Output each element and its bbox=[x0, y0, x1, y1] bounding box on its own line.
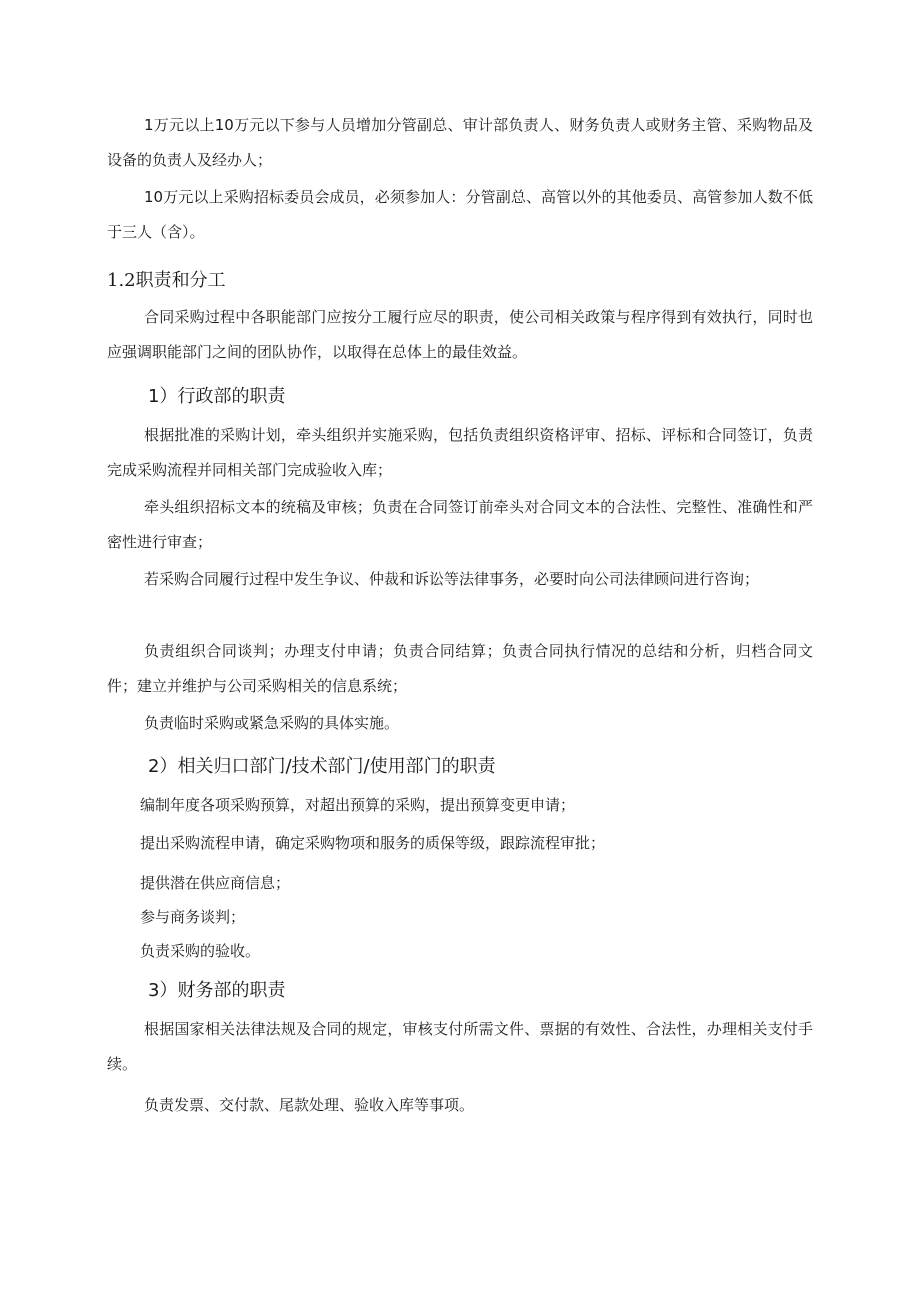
subsection-heading-related-departments: 2）相关归口部门/技术部门/使用部门的职责 bbox=[148, 756, 496, 777]
admin-duty-paragraph: 若采购合同履行过程中发生争议、仲裁和诉讼等法律事务，必要时向公司法律顾问进行咨询； bbox=[144, 570, 760, 588]
finance-duty-paragraph: 负责发票、交付款、尾款处理、验收入库等事项。 bbox=[144, 1096, 475, 1114]
admin-duty-paragraph: 牵头组织招标文本的统稿及审核；负责在合同签订前牵头对合同文本的合法性、完整性、准确性和严密性进行审查； bbox=[107, 498, 813, 551]
admin-duty-paragraph: 负责临时采购或紧急采购的具体实施。 bbox=[144, 714, 400, 732]
section-1-2-paragraph: 合同采购过程中各职能部门应按分工履行应尽的职责，使公司相关政策与程序得到有效执行，同时也应强调职能部门之间的团队协作，以取得在总体上的最佳效益。 bbox=[107, 308, 813, 361]
related-dept-duty-paragraph: 负责采购的验收。 bbox=[140, 942, 261, 960]
finance-duty-paragraph: 根据国家相关法律法规及合同的规定，审核支付所需文件、票据的有效性、合法性，办理相关支付手续。 bbox=[107, 1020, 813, 1073]
intro-paragraph-2: 10万元以上采购招标委员会成员，必须参加人：分管副总、高管以外的其他委员、高管参加人数不低于三人（含）。 bbox=[107, 188, 813, 241]
subsection-heading-finance: 3）财务部的职责 bbox=[148, 980, 286, 1001]
section-heading-1-2: 1.2职责和分工 bbox=[107, 270, 226, 291]
admin-duty-paragraph: 负责组织合同谈判；办理支付申请；负责合同结算；负责合同执行情况的总结和分析，归档合同文件；建立并维护与公司采购相关的信息系统； bbox=[107, 642, 813, 695]
intro-paragraph-1: 1万元以上10万元以下参与人员增加分管副总、审计部负责人、财务负责人或财务主管、采购物品及设备的负责人及经办人； bbox=[107, 116, 813, 169]
related-dept-duty-paragraph: 提出采购流程申请，确定采购物项和服务的质保等级，跟踪流程审批； bbox=[140, 834, 606, 852]
related-dept-duty-paragraph: 提供潜在供应商信息； bbox=[140, 874, 291, 892]
admin-duty-paragraph: 根据批准的采购计划，牵头组织并实施采购，包括负责组织资格评审、招标、评标和合同签订，负责完成采购流程并同相关部门完成验收入库； bbox=[107, 426, 813, 479]
subsection-heading-admin: 1）行政部的职责 bbox=[148, 386, 286, 407]
related-dept-duty-paragraph: 编制年度各项采购预算，对超出预算的采购，提出预算变更申请； bbox=[140, 796, 576, 814]
related-dept-duty-paragraph: 参与商务谈判； bbox=[140, 908, 246, 926]
